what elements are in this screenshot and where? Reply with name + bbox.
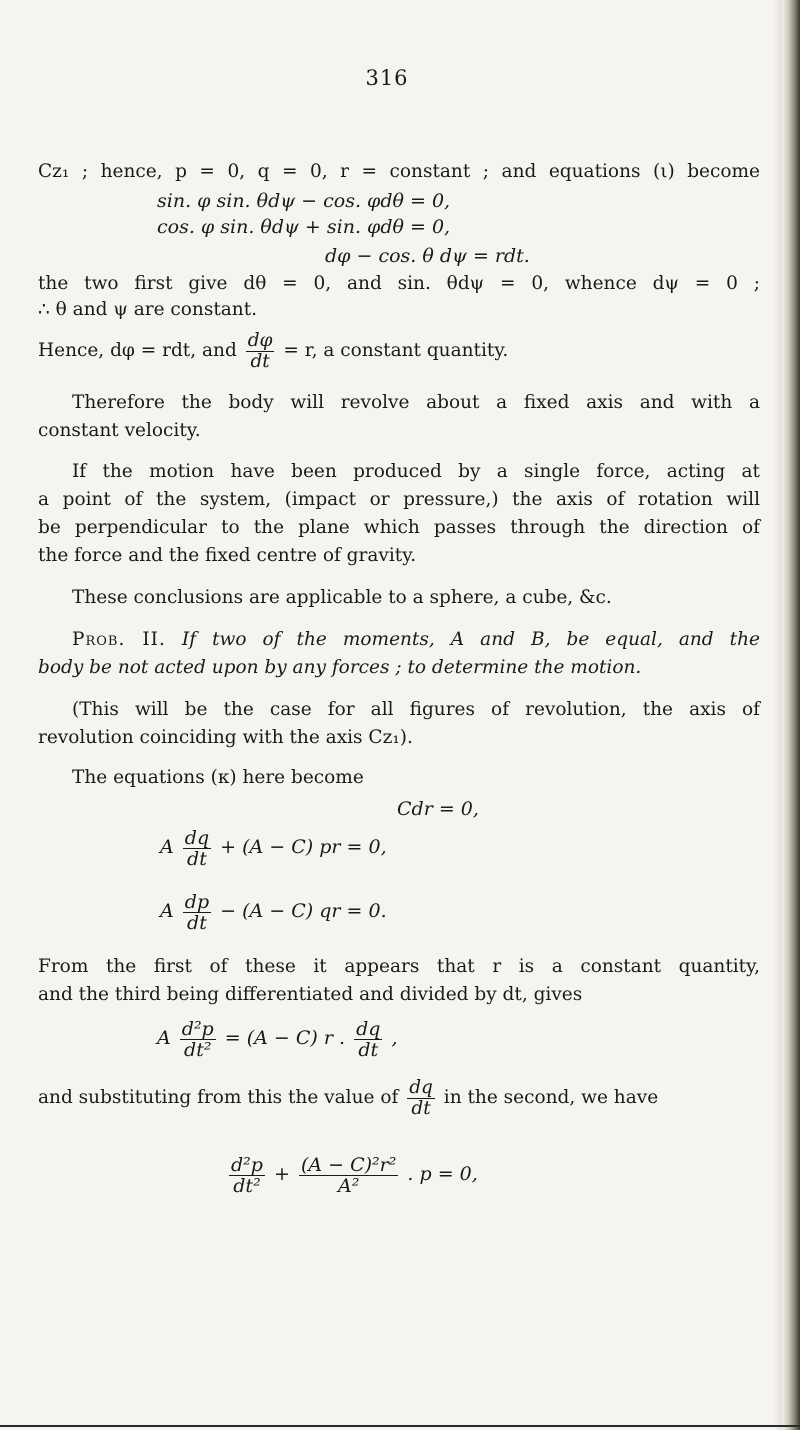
- fraction-numerator: d²p: [181, 1017, 214, 1040]
- bottom-rule: [0, 1425, 800, 1427]
- fraction-denominator: dt²: [233, 1174, 261, 1197]
- problem-statement-a: If two of the moments, A and B, be equal, and the: [181, 629, 760, 650]
- paragraph-equations-kappa: The equations (κ) here become: [72, 767, 364, 788]
- fraction-dp-dt: [183, 892, 211, 933]
- equation-kappa-1: Cdr = 0,: [397, 798, 479, 820]
- fraction-numerator: dq: [409, 1076, 433, 1098]
- fraction-denominator: dt: [187, 911, 207, 934]
- text-line-two-first: the two first give dθ = 0, and sin. θdψ = 0, whence dψ = 0 ;: [38, 273, 760, 294]
- problem-heading-line-2: body be not acted upon by any forces ; to determine the motion.: [38, 657, 642, 678]
- equation-kappa-3: [160, 886, 387, 936]
- kappa-3-rhs: − (A − C) qr = 0.: [220, 900, 387, 922]
- paragraph-revolution-1: (This will be the case for all figures of revolution, the axis of: [72, 699, 760, 720]
- fraction-denominator: dt: [411, 1097, 431, 1119]
- fraction-dq-dt-3: [407, 1078, 435, 1119]
- page-gutter-shade: [774, 0, 782, 1430]
- paragraph-motion-1: If the motion have been produced by a single force, acting at: [72, 461, 760, 482]
- fraction-dq-dt-2: [354, 1019, 382, 1060]
- page-edge-shadow: [782, 0, 800, 1430]
- fraction-coefficient: [299, 1155, 398, 1196]
- paragraph-conclusions: These conclusions are applicable to a sphere, a cube, &c.: [72, 587, 612, 608]
- fraction-dq-dt: [183, 828, 211, 869]
- problem-heading-line-1: [72, 628, 760, 652]
- fraction-denominator: dt: [250, 350, 270, 372]
- text-line-constant: ∴ θ and ψ are constant.: [38, 299, 258, 320]
- equation-iota-3: dφ − cos. θ dψ = rdt.: [325, 245, 530, 267]
- paragraph-from-first-1: From the first of these it appears that r is a constant quantity,: [38, 956, 760, 977]
- fraction-numerator: dq: [184, 826, 210, 849]
- diff-middle: = (A − C) r .: [224, 1027, 346, 1049]
- fraction-denominator: A²: [338, 1174, 360, 1197]
- diff-lhs: A: [157, 1027, 171, 1049]
- fraction-numerator: (A − C)²r²: [300, 1153, 397, 1176]
- substituting-text-a: and substituting from this the value of: [38, 1087, 399, 1108]
- kappa-3-lhs: A: [160, 900, 174, 922]
- hence-text: Hence, dφ = rdt, and: [38, 340, 237, 361]
- final-plus: +: [274, 1163, 290, 1185]
- paragraph-therefore-1: Therefore the body will revolve about a fixed axis and with a: [72, 392, 760, 413]
- fraction-numerator: dp: [184, 890, 210, 913]
- text-line-intro: Cz₁ ; hence, p = 0, q = 0, r = constant ; and equations (ι) become: [38, 161, 760, 182]
- equation-final: [226, 1148, 478, 1200]
- equation-iota-2: cos. φ sin. θdψ + sin. φdθ = 0,: [157, 216, 451, 238]
- fraction-numerator: dq: [356, 1017, 381, 1040]
- fraction-d2p-dt2-final: [229, 1155, 265, 1196]
- fraction-numerator: dφ: [247, 329, 273, 351]
- kappa-2-lhs: A: [160, 836, 174, 858]
- fraction-denominator: dt: [358, 1038, 379, 1061]
- paragraph-revolution-2: revolution coinciding with the axis Cz₁).: [38, 727, 413, 748]
- paragraph-substituting: [38, 1072, 760, 1124]
- equation-iota-1: sin. φ sin. θdψ − cos. φdθ = 0,: [157, 190, 451, 212]
- problem-label: Prob. II.: [72, 629, 166, 650]
- fraction-dphi-dt: [246, 331, 275, 372]
- fraction-d2p-dt2: [180, 1019, 216, 1060]
- hence-result: = r, a constant quantity.: [283, 340, 509, 361]
- paragraph-from-first-2: and the third being differentiated and divided by dt, gives: [38, 984, 583, 1005]
- final-rhs: . p = 0,: [407, 1163, 478, 1185]
- paragraph-motion-2: a point of the system, (impact or pressure,) the axis of rotation will: [38, 489, 760, 510]
- fraction-denominator: dt²: [184, 1038, 212, 1061]
- paragraph-therefore-2: constant velocity.: [38, 420, 201, 441]
- equation-differentiated: [157, 1012, 398, 1064]
- fraction-denominator: dt: [187, 847, 207, 870]
- substituting-text-b: in the second, we have: [443, 1087, 659, 1108]
- text-line-hence: [38, 326, 760, 376]
- diff-comma: ,: [391, 1027, 398, 1049]
- paragraph-motion-3: be perpendicular to the plane which passes through the direction of: [38, 517, 760, 538]
- kappa-2-rhs: + (A − C) pr = 0,: [220, 836, 387, 858]
- equation-kappa-2: [160, 822, 387, 872]
- fraction-numerator: d²p: [231, 1153, 263, 1176]
- paragraph-motion-4: the force and the fixed centre of gravity.: [38, 545, 417, 566]
- page-number: 316: [365, 66, 409, 90]
